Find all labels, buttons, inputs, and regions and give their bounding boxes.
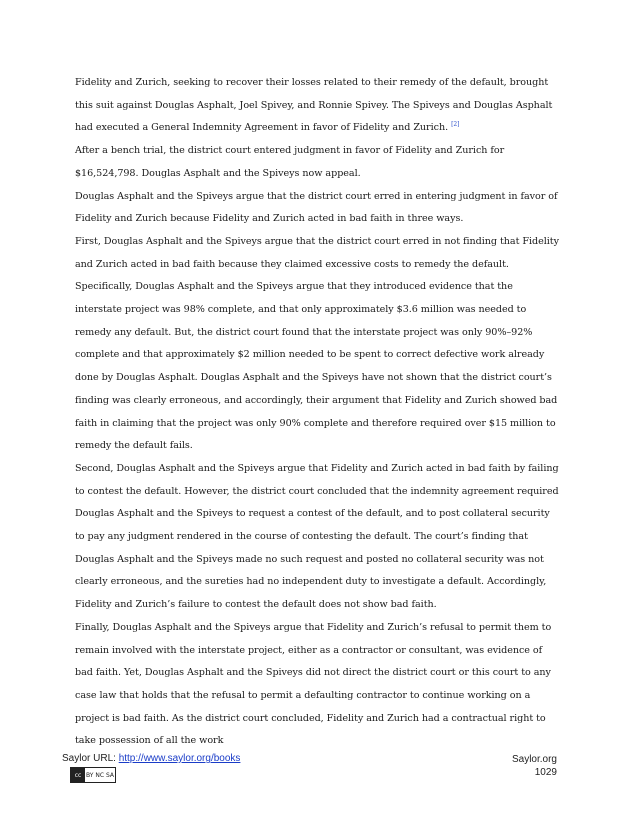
creative-commons-license-icon[interactable] bbox=[70, 767, 116, 783]
paragraph: Finally, Douglas Asphalt and the Spiveys argue that Fidelity and Zurich’s refusal to permit them to remain involved with the interstate project, either as a contractor or consultant, was evidence of bad faith. Yet, Douglas Asphalt and the Spiveys did not direct the district court or this court to any case law that holds that the refusal to permit a defaulting contractor to continue working on a project is bad faith. As the district court concluded, Fidelity and Zurich had a contractual right to take possession of all the work bbox=[75, 621, 552, 747]
footnote-link[interactable]: [2] bbox=[451, 121, 460, 129]
saylor-url-label: Saylor URL: bbox=[62, 753, 119, 764]
footer-page-info bbox=[512, 753, 557, 779]
footer-source bbox=[62, 753, 240, 764]
paragraph: Douglas Asphalt and the Spiveys argue that the district court erred in entering judgment in favor of Fidelity and Zurich because Fidelity and Zurich acted in bad faith in three ways. bbox=[75, 190, 558, 225]
paragraph: First, Douglas Asphalt and the Spiveys argue that the district court erred in not finding that Fidelity and Zurich acted in bad faith because they claimed excessive costs to remedy the default. Specifically, Douglas Asphalt and the Spiveys argue that they introduced evidence that the interstate project was 98% complete, and that only approximately $3.6 million was needed to remedy any default. But, the district court found that the interstate project was only 90%–92% complete and that approximately $2 million needed to be spent to correct defective work already done by Douglas Asphalt. Douglas Asphalt and the Spiveys have not shown that the district court’s finding was clearly erroneous, and accordingly, their argument that Fidelity and Zurich showed bad faith in claiming that the project was only 90% complete and therefore required over $15 million to remedy the default fails. bbox=[75, 235, 559, 452]
document-body bbox=[75, 72, 560, 753]
paragraph: After a bench trial, the district court entered judgment in favor of Fidelity and Zurich for $16,524,798. Douglas Asphalt and the Spiveys now appeal. bbox=[75, 145, 505, 179]
saylor-url-link[interactable]: http://www.saylor.org/books bbox=[118, 753, 241, 764]
license-terms: BY NC SA bbox=[86, 771, 114, 779]
paragraph: Fidelity and Zurich, seeking to recover their losses related to their remedy of the default, brought this suit against Douglas Asphalt, Joel Spivey, and Ronnie Spivey. The Spiveys and Douglas Asphalt had executed a General Indemnity Agreement in favor of Fidelity and Zurich. [2] bbox=[75, 77, 553, 134]
paragraph: Second, Douglas Asphalt and the Spiveys argue that Fidelity and Zurich acted in bad faith by failing to contest the default. However, the district court concluded that the indemnity agreement required Douglas Asphalt and the Spiveys to request a contest of the default, and to post collateral security to pay any judgment rendered in the course of contesting the default. The court’s finding that Douglas Asphalt and the Spiveys made no such request and posted no collateral security was not clearly erroneous, and the sureties had no independent duty to investigate a default. Accordingly, Fidelity and Zurich’s failure to contest the default does not show bad faith. bbox=[75, 462, 559, 611]
page-number: 1029 bbox=[534, 767, 557, 778]
site-name: Saylor.org bbox=[511, 754, 557, 765]
cc-icon: cc bbox=[71, 768, 85, 782]
